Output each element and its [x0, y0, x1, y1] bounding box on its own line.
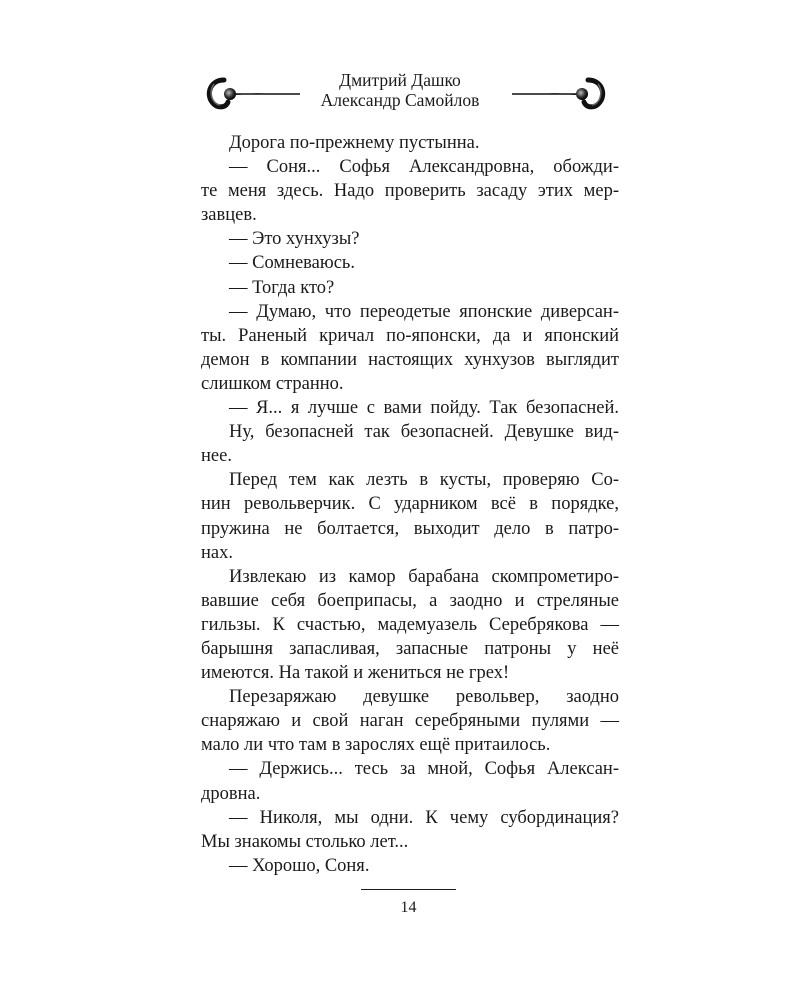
text-line: завцев. [201, 205, 257, 226]
header-authors [0, 70, 800, 110]
text-line: — Николя, мы одни. К чему субординация? [229, 807, 619, 828]
text-line: — Соня... Софья Александровна, обожди- [229, 157, 619, 178]
text-line: — Я... я лучше с вами пойду. Так безопасней. [229, 398, 619, 419]
text-line: Дорога по-прежнему пустынна. [229, 133, 480, 153]
text-line: Извлекаю из камор барабана скомпрометиро- [229, 566, 619, 587]
text-line: Перезаряжаю девушке револьвер, заодно [229, 687, 619, 708]
text-line: — Тогда кто? [229, 277, 335, 298]
text-line: Ну, безопасней так безопасней. Девушке вид- [229, 422, 619, 443]
running-header [0, 68, 800, 118]
text-line: нин револьверчик. С ударником всё в порядке, [201, 494, 619, 515]
header-author-1: Дмитрий Дашко [339, 70, 461, 90]
body-text [201, 131, 619, 878]
text-line: Мы знакомы столько лет... [201, 831, 409, 852]
text-line: гильзы. К счастью, мадемуазель Серебрякова — [201, 614, 619, 635]
text-line: — Держись... тесь за мной, Софья Алексан- [229, 759, 619, 780]
text-line: Перед тем как лезть в кусты, проверяю Со- [229, 470, 619, 491]
text-line: демон в компании настоящих хунхузов выглядит [201, 349, 619, 370]
text-line: имеются. На такой и жениться не грех! [201, 663, 510, 684]
header-author-2: Александр Самойлов [320, 90, 480, 110]
text-line: — Думаю, что переодетые японские диверсан- [229, 301, 619, 322]
text-line: — Хорошо, Соня. [229, 855, 370, 876]
page-number: 14 [400, 899, 417, 916]
text-line: вавшие себя боеприпасы, а заодно и стреляные [201, 590, 619, 611]
text-line: дровна. [201, 783, 261, 804]
ornament-swirl-icon [492, 72, 612, 116]
text-line: те меня здесь. Надо проверить засаду этих мер- [201, 181, 619, 202]
text-line: нее. [201, 446, 232, 467]
text-line: снаряжаю и свой наган серебряными пулями — [201, 711, 619, 732]
text-line: пружина не болтается, выходит дело в патро- [201, 518, 619, 539]
text-line: ты. Раненый кричал по-японски, да и японский [201, 325, 619, 346]
text-line: — Сомневаюсь. [229, 253, 355, 274]
text-line: мало ли что там в зарослях ещё притаилось. [201, 735, 551, 756]
text-line: — Это хунхузы? [229, 229, 360, 250]
text-line: барышня запасливая, запасные патроны у неё [201, 638, 619, 659]
text-line: нах. [201, 542, 233, 563]
footer-divider [361, 889, 456, 890]
text-line: слишком странно. [201, 373, 344, 394]
